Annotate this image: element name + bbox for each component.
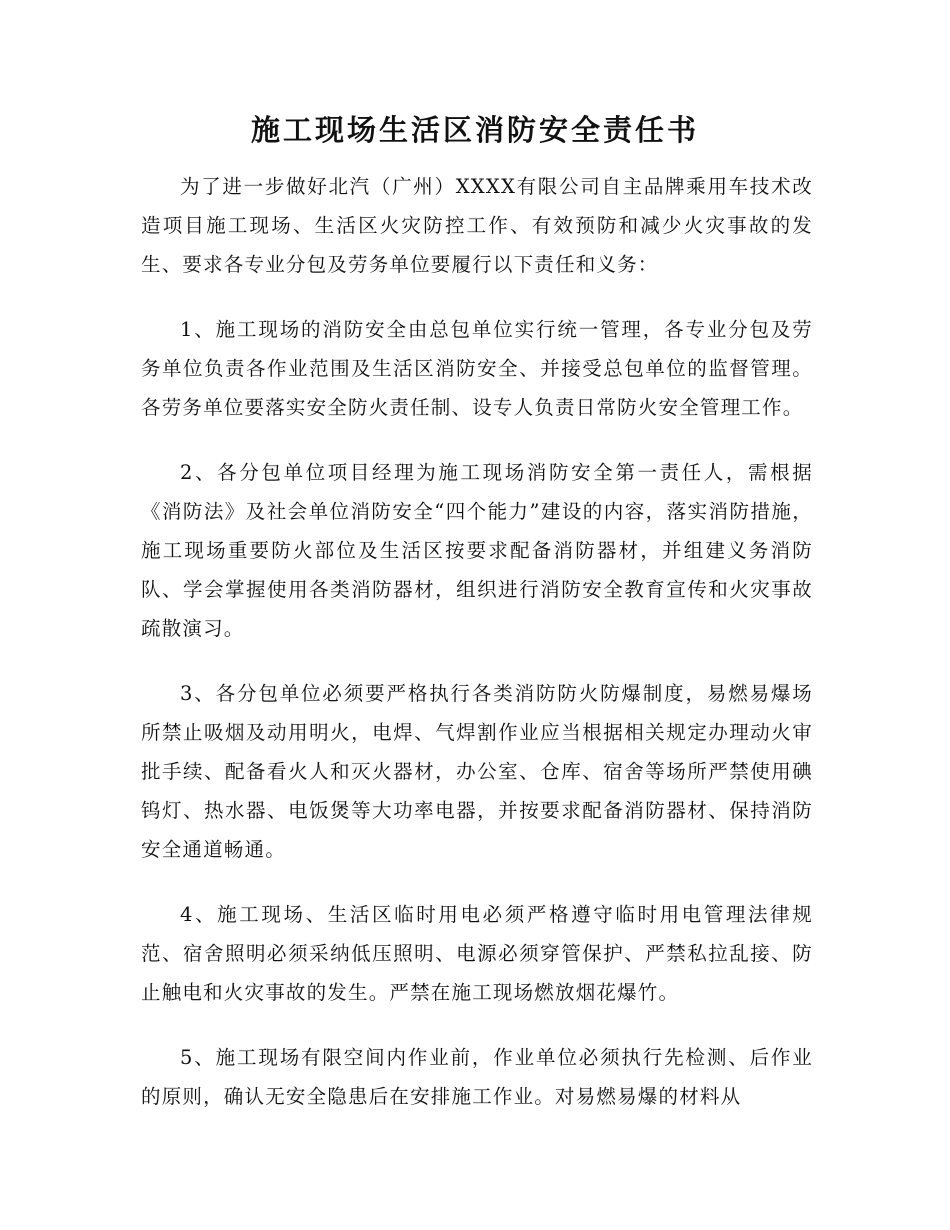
document-title: 施工现场生活区消防安全责任书 [250,113,699,147]
clause-3-paragraph: 3、各分包单位必须要严格执行各类消防防火防爆制度，易燃易爆场所禁止吸烟及动用明火，电焊、气焊割作业应当根据相关规定办理动火审批手续、配备看火人和灭火器材，办公室、仓库、宿舍等场所严禁使用碘钨灯、热水器、电饭煲等大功率电器，并按要求配备消防器材、保持消防安全通道畅通。 [141,682,813,861]
clause-4-paragraph: 4、施工现场、生活区临时用电必须严格遵守临时用电管理法律规范、宿舍照明必须采纳低压照明、电源必须穿管保护、严禁私拉乱接、防止触电和火灾事故的发生。严禁在施工现场燃放烟花爆竹。 [141,903,813,1004]
clause-5-paragraph: 5、施工现场有限空间内作业前，作业单位必须执行先检测、后作业的原则，确认无安全隐患后在安排施工作业。对易燃易爆的材料从 [141,1046,813,1108]
clause-2-paragraph: 2、各分包单位项目经理为施工现场消防安全第一责任人，需根据《消防法》及社会单位消防安全“四个能力”建设的内容，落实消防措施，施工现场重要防火部位及生活区按要求配备消防器材，并组建义务消防队、学会掌握使用各类消防器材，组织进行消防安全教育宣传和火灾事故疏散演习。 [141,461,813,640]
intro-paragraph: 为了进一步做好北汽（广州）XXXX有限公司自主品牌乘用车技术改造项目施工现场、生活区火灾防控工作、有效预防和减少火灾事故的发生、要求各专业分包及劳务单位要履行以下责任和义务： [141,175,813,276]
clause-1-paragraph: 1、施工现场的消防安全由总包单位实行统一管理，各专业分包及劳务单位负责各作业范围及生活区消防安全、并接受总包单位的监督管理。各劳务单位要落实安全防火责任制、设专人负责日常防火安全管理工作。 [141,318,813,419]
document-body [141,167,813,1116]
